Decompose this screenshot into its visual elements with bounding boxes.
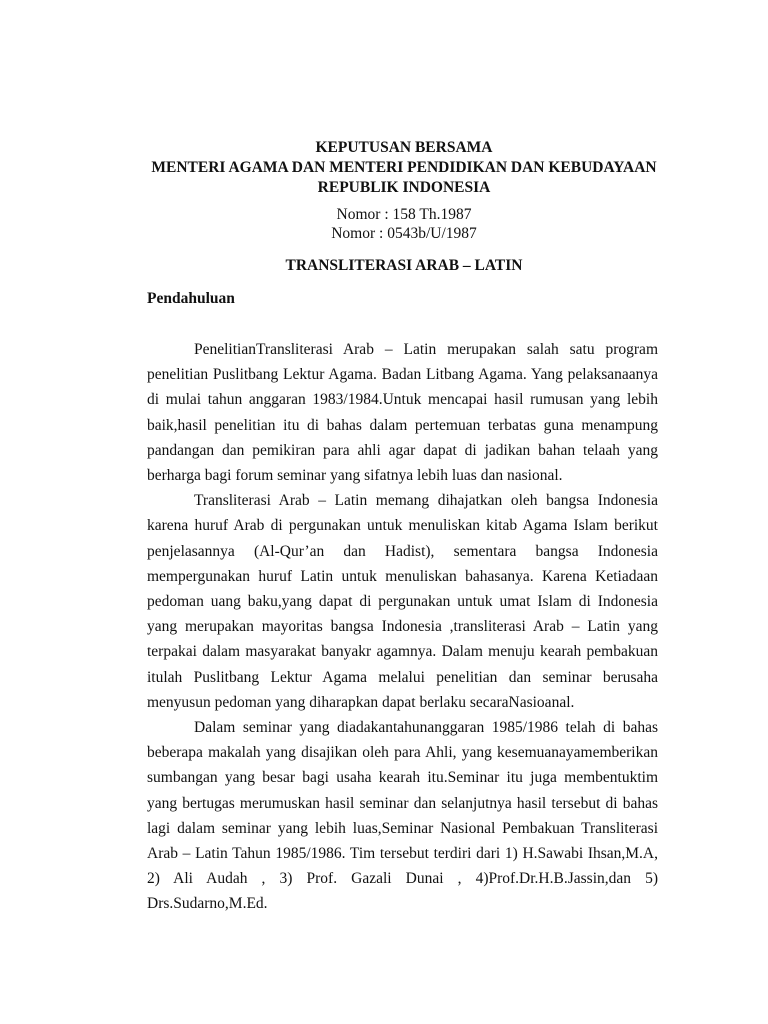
- decree-number-2: Nomor : 0543b/U/1987: [331, 225, 477, 242]
- section-heading: Pendahuluan: [147, 290, 235, 307]
- paragraph-2: Transliterasi Arab – Latin memang dihajatkan oleh bangsa Indonesia karena huruf Arab di pergunakan untuk menuliskan kitab Agama Islam berikut penjelasannya (Al-Qur’an dan Hadist), sementara bangsa Indonesia mempergunakan huruf Latin untuk menuliskan bahasanya. Karena Ketiadaan pedoman uang baku,yang dapat di pergunakan untuk umat Islam di Indonesia yang merupakan mayoritas bangsa Indonesia ,transliterasi Arab – Latin yang terpakai dalam masyarakat banyakr agamnya. Dalam menuju kearah pembakuan itulah Puslitbang Lektur Agama melalui penelitian dan seminar berusaha menyusun pedoman yang diharapkan dapat berlaku secaraNasioanal.: [147, 492, 658, 711]
- paragraph-1: PenelitianTransliterasi Arab – Latin merupakan salah satu program penelitian Puslitbang Lektur Agama. Badan Litbang Agama. Yang pelaksanaanya di mulai tahun anggaran 1983/1984.Untuk mencapai hasil rumusan yang lebih baik,hasil penelitian itu di bahas dalam pertemuan terbatas guna menampung pandangan dan pemikiran para ahli agar dapat di jadikan bahan telaah yang berharga bagi forum seminar yang sifatnya lebih luas dan nasional.: [147, 341, 658, 485]
- heading-line-3: REPUBLIK INDONESIA: [317, 179, 491, 196]
- heading-line-1: KEPUTUSAN BERSAMA: [315, 139, 493, 156]
- body-text: [147, 337, 658, 917]
- decree-number-1: Nomor : 158 Th.1987: [336, 206, 472, 223]
- paragraph-3: Dalam seminar yang diadakantahunanggaran 1985/1986 telah di bahas beberapa makalah yang disajikan oleh para Ahli, yang kesemuanayamemberikan sumbangan yang besar bagi usaha kearah itu.Seminar itu juga membentuktim yang bertugas merumuskan hasil seminar dan selanjutnya hasil tersebut di bahas lagi dalam seminar yang lebih luas,Seminar Nasional Pembakuan Transliterasi Arab – Latin Tahun 1985/1986. Tim tersebut terdiri dari 1) H.Sawabi Ihsan,M.A, 2) Ali Audah , 3) Prof. Gazali Dunai , 4)Prof.Dr.H.B.Jassin,dan 5) Drs.Sudarno,M.Ed.: [147, 719, 658, 913]
- document-subtitle: TRANSLITERASI ARAB – LATIN: [285, 257, 523, 274]
- decree-numbers: [100, 205, 708, 243]
- heading-line-2: MENTERI AGAMA DAN MENTERI PENDIDIKAN DAN KEBUDAYAAN: [151, 159, 657, 176]
- decree-heading: [100, 138, 708, 198]
